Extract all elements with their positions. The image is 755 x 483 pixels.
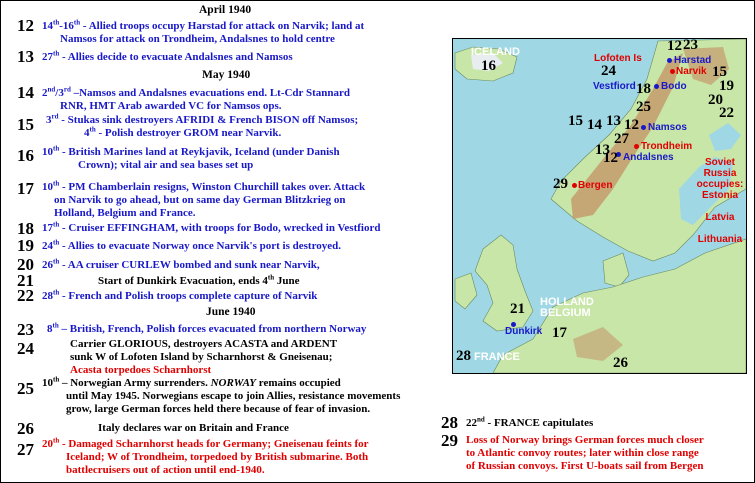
map-number: 24 (601, 63, 616, 79)
map-number: 23 (683, 38, 698, 53)
event-text: 20th - Damaged Scharnhorst heads for Germany; Gneisenau feints for Iceland; W of Trondheim, torpedoed by British submarine. Both battlecruisers out of action until end-1940. (42, 436, 369, 476)
event-text: Carrier GLORIOUS, destroyers ACASTA and ARDENT sunk W of Lofoten Island by Scharnhorst & Gneisenau; Acasta torpedoes Scharnhorst (70, 338, 338, 376)
event-number: 28 (441, 413, 458, 432)
event-text: 10th – Norwegian Army surrenders. NORWAY remains occupied until May 1945. Norwegians escape to join Allies, resistance movements grow, large German forces held there because of fear of invasion. (42, 375, 401, 415)
event-text: 3rd - Stukas sink destroyers AFRIDI & French BISON off Namsos; 4th - Polish destroyer GROM near Narvik. (46, 112, 359, 139)
header-april: April 1940 (199, 4, 252, 16)
event-text: 14th-16th - Allied troops occupy Harstad for attack on Narvik; land at Namsos for attack on Trondheim, Andalsnes to hold centre (42, 18, 365, 45)
event-number: 20 (17, 255, 34, 274)
event-number: 24 (17, 339, 34, 358)
map-dot (572, 183, 577, 188)
soviet-note: Soviet Russia occupies: Estonia Latvia Lithuania (696, 157, 744, 245)
map-number: 19 (719, 78, 734, 94)
header-june: June 1940 (206, 306, 256, 318)
map-number: 16 (481, 58, 496, 74)
event-text: Loss of Norway brings German forces much closer to Atlantic convoy routes; later within close range of Russian convoys. First U-boats sail from Bergen (466, 434, 704, 472)
map-label-andalsnes: Andalsnes (623, 152, 674, 163)
map-dot (641, 125, 646, 130)
map-dot (670, 69, 675, 74)
map-number: 29 (553, 176, 568, 192)
event-number: 12 (17, 16, 34, 35)
map-label-narvik: Narvik (676, 66, 707, 77)
map-number: 15 (712, 64, 727, 80)
event-text: 2nd/3rd –Namsos and Andalsnes evacuations end. Lt-Cdr Stannard RNR, HMT Arab awarded VC for Namsos ops. (42, 85, 350, 112)
europe-map (452, 38, 747, 374)
map-number: 14 (587, 117, 602, 133)
event-text: 22nd - FRANCE capitulates (466, 415, 594, 429)
map-number: 21 (510, 301, 525, 317)
event-number: 22 (17, 286, 34, 305)
map-number: 12 (603, 150, 618, 166)
map-label-vestfiord: Vestfiord (593, 81, 636, 92)
event-text: 10th - PM Chamberlain resigns, Winston Churchill takes over. Attack on Narvik to go ahead, but on same day German Blitzkrieg on Holland, Belgium and France. (42, 179, 366, 219)
event-text: 24th - Allies to evacuate Norway once Narvik's port is destroyed. (42, 238, 342, 252)
event-text: 10th - British Marines land at Reykjavik, Iceland (under Danish Crown); vital air and sea bases set up (42, 144, 340, 171)
event-number: 29 (441, 431, 458, 450)
event-number: 13 (17, 47, 34, 66)
event-number: 27 (17, 440, 34, 459)
event-number: 19 (17, 236, 34, 255)
map-label-namsos: Namsos (648, 122, 687, 133)
event-number: 15 (17, 115, 34, 134)
map-label-iceland: ICELAND (471, 46, 520, 58)
map-label-dunkirk: Dunkirk (505, 326, 543, 337)
map-label-france: FRANCE (474, 351, 520, 363)
event-text: 26th - AA cruiser CURLEW bombed and sunk near Narvik, (42, 257, 320, 271)
map-number: 22 (719, 105, 734, 121)
map-dot (667, 58, 672, 63)
event-number: 25 (17, 379, 34, 398)
map-label-bodo: Bodo (661, 81, 687, 92)
map-label-belgium: BELGIUM (540, 307, 591, 319)
map-number: 28 (456, 348, 471, 364)
event-text: 28th - French and Polish troops complete capture of Narvik (42, 288, 318, 302)
event-number: 14 (17, 83, 34, 102)
map-label-holland: HOLLAND (540, 296, 594, 308)
map-number: 13 (595, 142, 610, 158)
map-number: 15 (568, 113, 583, 129)
header-may: May 1940 (202, 69, 251, 81)
event-number: 18 (17, 219, 34, 238)
map-number: 13 (606, 113, 621, 129)
event-text: Italy declares war on Britain and France (98, 422, 289, 434)
map-number: 12 (667, 38, 682, 54)
event-number: 26 (17, 419, 34, 438)
map-number: 17 (552, 325, 567, 341)
event-text: Start of Dunkirk Evacuation, ends 4th June (98, 273, 300, 287)
map-dot (654, 84, 659, 89)
map-label-harstad: Harstad (674, 55, 712, 66)
map-label-lofoten: Lofoten Is (594, 53, 642, 64)
map-number: 18 (636, 81, 651, 97)
event-number: 23 (17, 320, 34, 339)
map-dot (634, 144, 639, 149)
map-label-trondheim: Trondheim (641, 141, 693, 152)
event-text: 17th - Cruiser EFFINGHAM, with troops for Bodo, wrecked in Vestfiord (42, 220, 381, 234)
map-number: 25 (636, 99, 651, 115)
event-number: 16 (17, 146, 34, 165)
map-number: 12 (624, 117, 639, 133)
map-number: 20 (708, 92, 723, 108)
map-label-bergen: Bergen (578, 180, 613, 191)
event-text: 27th - Allies decide to evacuate Andalsnes and Namsos (42, 49, 293, 63)
event-number: 17 (17, 179, 34, 198)
map-number: 26 (613, 355, 628, 371)
event-text: 8th – British, French, Polish forces evacuated from northern Norway (47, 321, 367, 335)
event-number: 21 (17, 271, 34, 290)
map-number: 27 (614, 131, 629, 147)
